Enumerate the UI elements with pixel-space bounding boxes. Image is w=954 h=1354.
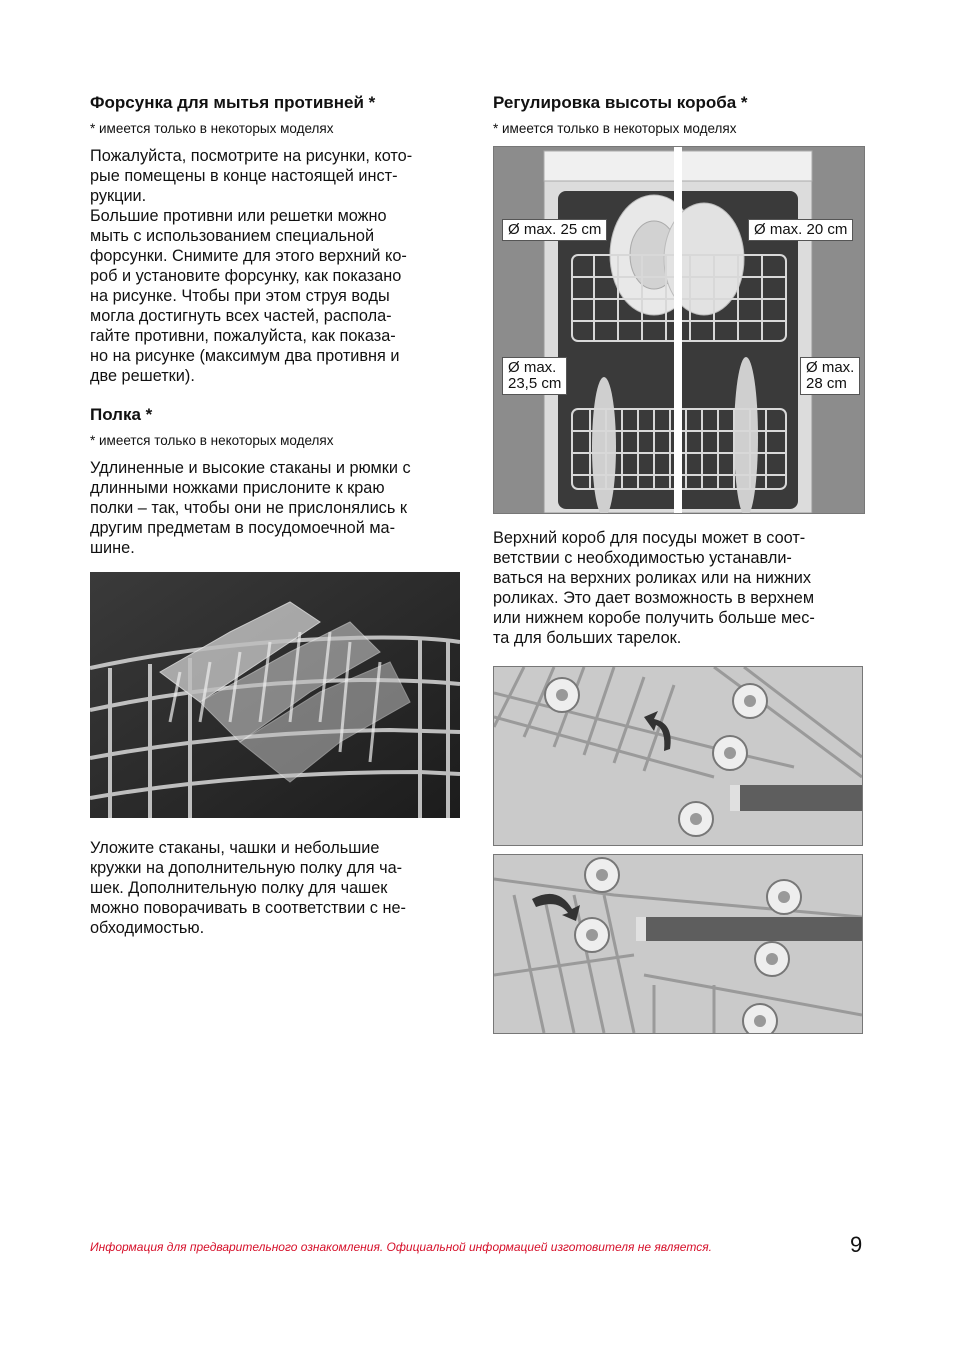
- left-column: [90, 92, 462, 938]
- footer-disclaimer: Информация для предварительного ознакомления. Официальной информацией изготовителя не является.: [90, 1240, 712, 1254]
- cup-shelf-text: Уложите стаканы, чашки и небольшие кружки на дополнительную полку для ча- шек. Дополнительную полку для чашек можно поворачивать в соответствии с не- обходимостью.: [90, 839, 406, 937]
- model-note: * имеется только в некоторых моделях: [90, 433, 334, 448]
- spray-nozzle-text: Пожалуйста, посмотрите на рисунки, кото- рые помещены в конце настоящей инст- рукции. Большие противни или решетки можно мыть с использованием специальной форсунки. Снимите для этого верхний ко- роб и установите форсунку, как показано на рисунке. Чтобы при этом струя воды могла достигнуть всех частей, распола- гайте противни, пожалуйста, как показа- но на рисунке (максимум два противня и две решетки).: [90, 147, 413, 385]
- cup-shelf-illustration: [90, 572, 460, 818]
- model-note: * имеется только в некоторых моделях: [493, 121, 737, 136]
- max-diameter-label-upper-right: Ø max. 20 cm: [748, 219, 853, 241]
- basket-height-text: Верхний короб для посуды может в соот- ветствии с необходимостью устанавли- ваться на верхних роликах или на нижних роликах. Это дает возможность в верхнем или нижнем коробе получить больше мес- та для больших тарелок.: [493, 529, 815, 647]
- section-title-spray-nozzle: Форсунка для мытья противней *: [90, 93, 376, 112]
- lower-rollers-image: [493, 854, 863, 1034]
- model-note: * имеется только в некоторых моделях: [90, 121, 334, 136]
- max-diameter-label-upper-left: Ø max. 25 cm: [502, 219, 607, 241]
- upper-rollers-illustration: [494, 667, 862, 845]
- cup-shelf-image: [90, 572, 460, 818]
- shelf-text: Удлиненные и высокие стаканы и рюмки с длинными ножками прислоните к краю полки – так, чтобы они не прислонялись к другим предметам в посудомоечной ма- шине.: [90, 459, 411, 557]
- page-number: 9: [850, 1232, 863, 1257]
- right-column: [493, 92, 865, 1034]
- section-title-basket-height: Регулировка высоты короба *: [493, 93, 748, 112]
- max-diameter-label-lower-left: Ø max. 23,5 cm: [502, 357, 567, 395]
- dishwasher-clearance-image: [493, 146, 865, 514]
- lower-rollers-illustration: [494, 855, 862, 1033]
- upper-rollers-image: [493, 666, 863, 846]
- dishwasher-illustration: [494, 147, 864, 513]
- section-title-shelf: Полка *: [90, 405, 153, 424]
- max-diameter-label-lower-right: Ø max. 28 cm: [800, 357, 860, 395]
